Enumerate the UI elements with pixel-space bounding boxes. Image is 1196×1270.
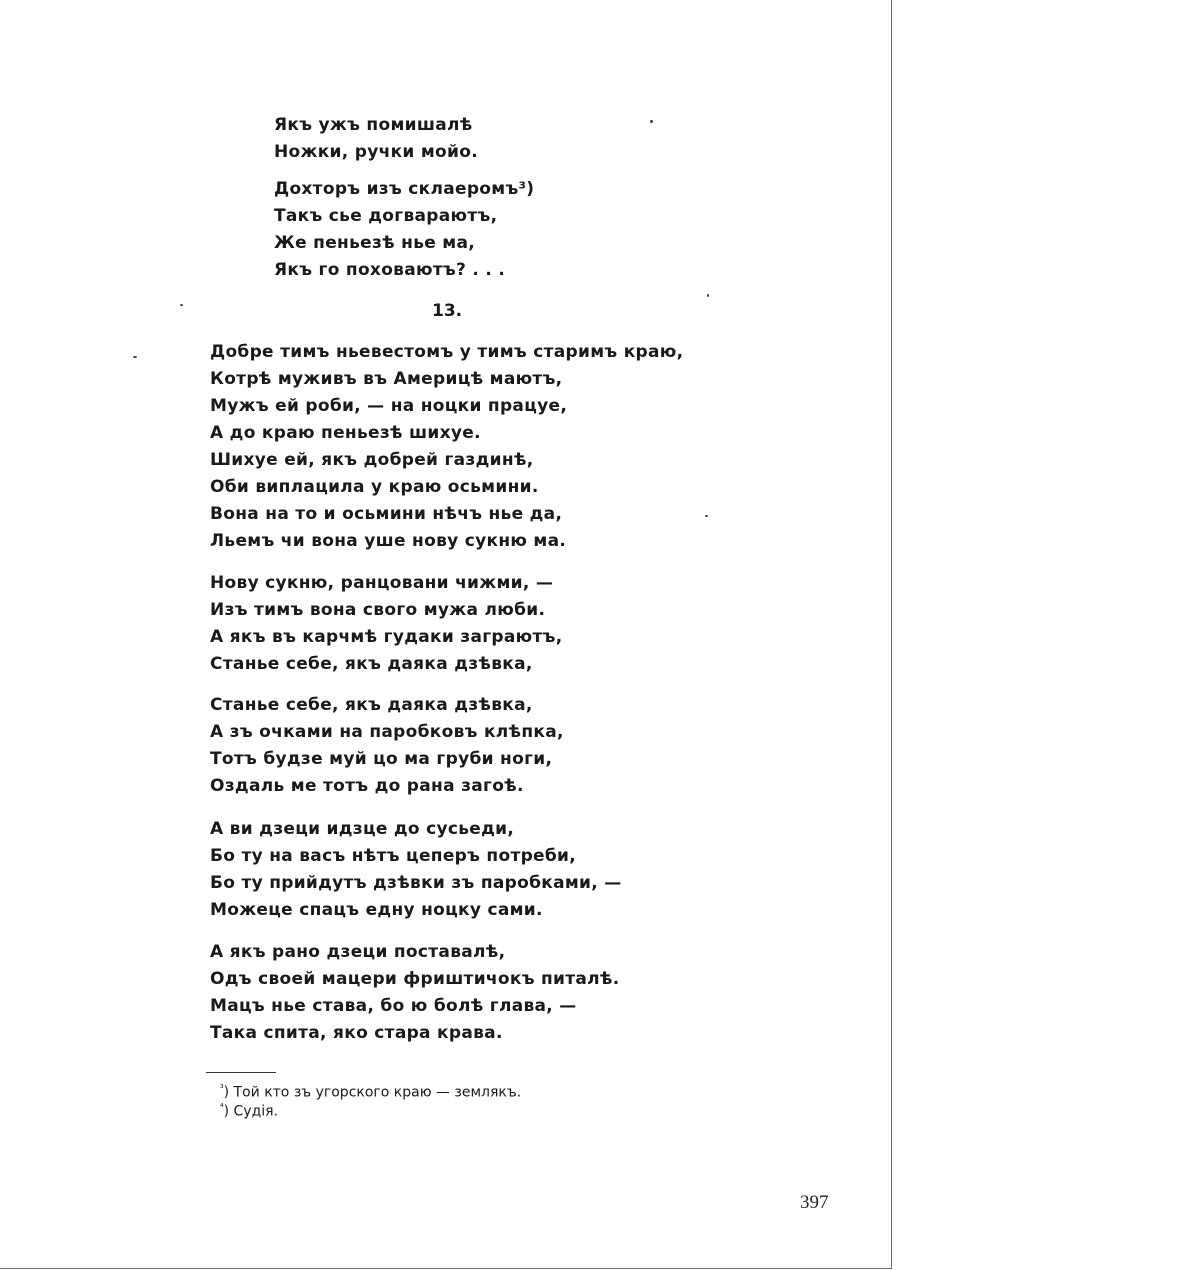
verse-line: Дохторъ изъ склаеромъ³) [274, 179, 535, 199]
verse-line: Одъ своей мацери фриштичокъ питалѣ. [210, 969, 620, 989]
verse-line: А якъ въ карчмѣ гудаки заграютъ, [210, 627, 563, 647]
verse-line: Нову сукню, ранцовани чижми, — [210, 573, 554, 593]
verse-line: Станье себе, якъ даяка дзѣвка, [210, 695, 533, 715]
verse-line: Станье себе, якъ даяка дзѣвка, [210, 654, 533, 674]
verse-line: Якъ го поховаютъ? . . . [274, 260, 506, 280]
footnote-text: ) Судія. [223, 1103, 279, 1120]
footnote-4 [220, 1099, 278, 1121]
verse-line: Ножки, ручки мойо. [274, 142, 478, 162]
verse-line: Оздаль ме тотъ до рана загоѣ. [210, 776, 524, 796]
footnote-marker: ³ [220, 1084, 224, 1094]
verse-line: Можеце спацъ едну ноцку сами. [210, 900, 543, 920]
stanza-4 [210, 570, 562, 678]
footnote-text: ) Той кто зъ угорского краю — землякъ. [223, 1084, 522, 1101]
footnote-marker: ⁴ [220, 1103, 224, 1113]
verse-line: А якъ рано дзеци поставалѣ, [210, 942, 506, 962]
verse-line: Така спита, яко стара крава. [210, 1023, 503, 1043]
scan-speck [133, 356, 137, 358]
verse-line: Же пеньезѣ нье ма, [274, 233, 476, 253]
verse-line: Такъ сье догвараютъ, [274, 206, 498, 226]
poem-number-heading: 13. [432, 301, 463, 321]
stanza-1 [274, 112, 478, 166]
stanza-5 [210, 692, 564, 800]
verse-line: Изъ тимъ вона свого мужа люби. [210, 600, 546, 620]
stanza-7 [210, 939, 620, 1047]
stanza-3 [210, 339, 683, 555]
verse-line: А до краю пеньезѣ шихуе. [210, 423, 481, 443]
verse-line: Шихуе ей, якъ добрей газдинѣ, [210, 450, 534, 470]
verse-line: Добре тимъ ньевестомъ у тимъ старимъ краю, [210, 342, 684, 362]
scan-speck [180, 304, 183, 306]
verse-line: Бо ту на васъ нѣтъ цеперъ потреби, [210, 846, 577, 866]
verse-line: А зъ очками на паробковъ клѣпка, [210, 722, 564, 742]
verse-line: Льемъ чи вона уше нову сукню ма. [210, 531, 567, 551]
stanza-6 [210, 816, 622, 924]
stanza-2 [274, 176, 534, 284]
page-number: 397 [800, 1192, 829, 1213]
scan-speck [705, 515, 708, 517]
verse-line: Вона на то и осьмини нѣчъ нье да, [210, 504, 563, 524]
verse-line: Оби виплацила у краю осьмини. [210, 477, 539, 497]
verse-line: А ви дзеци идзце до сусьеди, [210, 819, 515, 839]
verse-line: Котрѣ муживъ въ Америцѣ маютъ, [210, 369, 563, 389]
scan-speck [707, 294, 709, 297]
scan-speck [650, 120, 653, 123]
verse-line: Мацъ нье става, бо ю болѣ глава, — [210, 996, 577, 1016]
verse-line: Якъ ужъ помишалѣ [274, 115, 473, 135]
verse-line: Тотъ будзе муй цо ма груби ноги, [210, 749, 553, 769]
verse-line: Мужъ ей роби, — на ноцки працуе, [210, 396, 568, 416]
footnote-separator [206, 1072, 276, 1073]
verse-line: Бо ту прийдутъ дзѣвки зъ паробками, — [210, 873, 622, 893]
